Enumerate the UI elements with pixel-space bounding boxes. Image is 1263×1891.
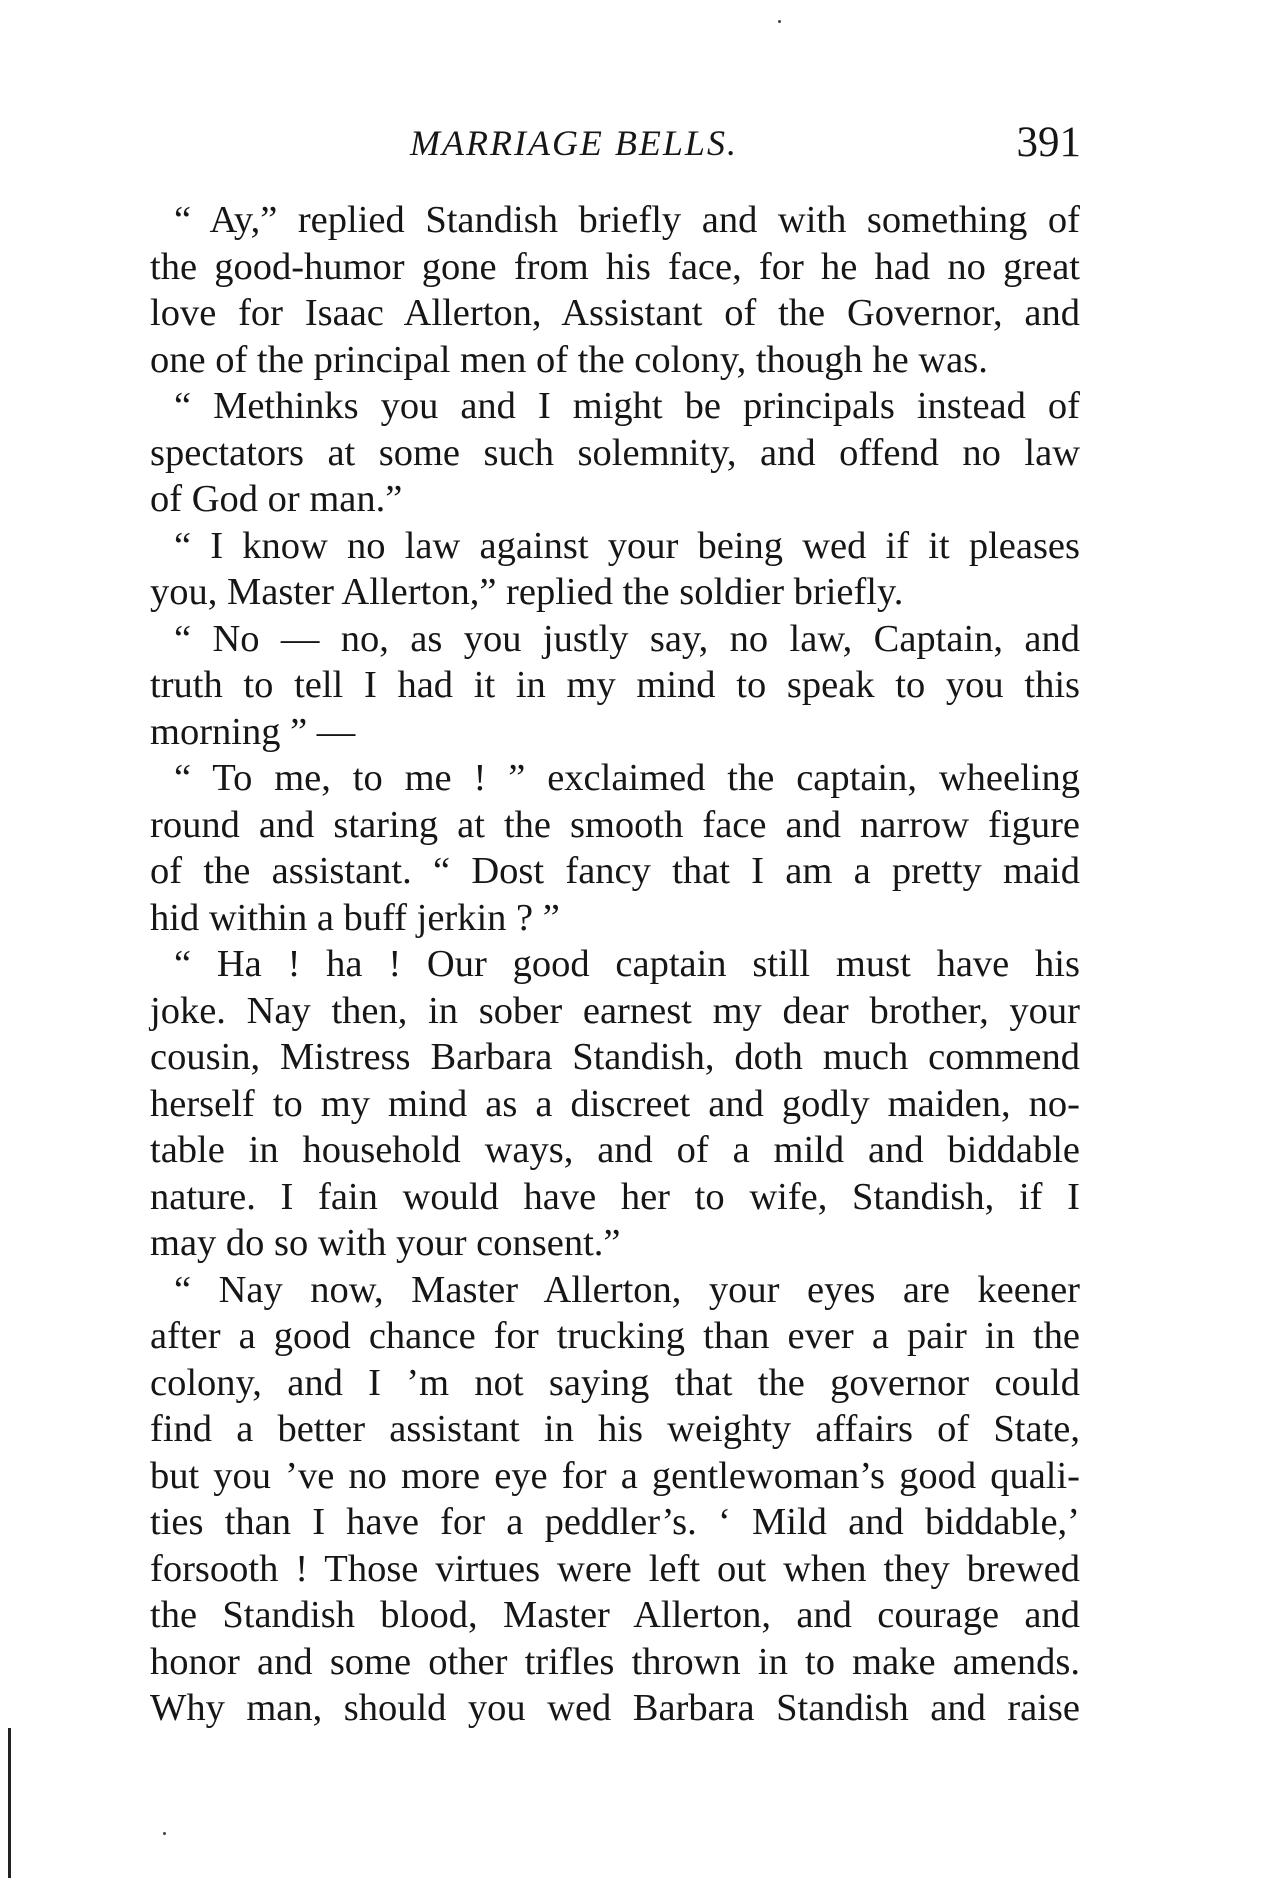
text-line: ties than I have for a peddler’s. ‘ Mild and biddable,’ bbox=[150, 1501, 1080, 1543]
text-line: nature. I fain would have her to wife, Standish, if I bbox=[150, 1175, 1080, 1218]
text-line: “ Ha ! ha ! Our good captain still must have his bbox=[174, 943, 1080, 985]
text-line: “ Ay,” replied Standish briefly and with something of bbox=[174, 199, 1080, 241]
paragraph bbox=[150, 616, 1080, 756]
text-line: joke. Nay then, in sober earnest my dear brother, your bbox=[150, 989, 1080, 1032]
text-line: Why man, should you wed Barbara Standish and raise bbox=[150, 1687, 1080, 1729]
paragraph bbox=[150, 383, 1080, 523]
text-line: table in household ways, and of a mild and biddable bbox=[150, 1129, 1080, 1171]
text-line: may do so with your consent.” bbox=[150, 1222, 621, 1264]
text-line: you, Master Allerton,” replied the soldier briefly. bbox=[150, 571, 904, 613]
paragraph bbox=[150, 197, 1080, 383]
text-line: morning ” — bbox=[150, 710, 356, 753]
running-title: MARRIAGE BELLS. bbox=[410, 123, 738, 163]
text-line: of the assistant. “ Dost fancy that I am a pretty maid bbox=[150, 850, 1080, 892]
text-line: round and staring at the smooth face and narrow figure bbox=[150, 803, 1080, 846]
text-line: “ Methinks you and I might be principals instead of bbox=[174, 385, 1080, 427]
scan-speck bbox=[778, 20, 781, 23]
text-line: forsooth ! Those virtues were left out when they brewed bbox=[150, 1547, 1080, 1590]
paragraph bbox=[150, 523, 1080, 616]
text-line: “ No — no, as you justly say, no law, Captain, and bbox=[174, 617, 1080, 660]
text-line: after a good chance for trucking than ever a pair in the bbox=[150, 1315, 1080, 1357]
text-line: “ I know no law against your being wed if it pleases bbox=[174, 524, 1080, 567]
text-line: find a better assistant in his weighty affairs of State, bbox=[150, 1408, 1080, 1450]
body-text bbox=[150, 197, 1080, 1732]
page-number: 391 bbox=[1016, 119, 1081, 166]
text-line: but you ’ve no more eye for a gentlewoman’s good quali- bbox=[150, 1454, 1080, 1497]
paragraph bbox=[150, 755, 1080, 941]
text-line: love for Isaac Allerton, Assistant of the Governor, and bbox=[150, 292, 1080, 334]
text-line: “ Nay now, Master Allerton, your eyes are keener bbox=[174, 1268, 1080, 1311]
text-line: “ To me, to me ! ” exclaimed the captain, wheeling bbox=[174, 757, 1080, 799]
text-line: the Standish blood, Master Allerton, and courage and bbox=[150, 1594, 1080, 1636]
text-line: herself to my mind as a discreet and godly maiden, no- bbox=[150, 1082, 1080, 1125]
paragraph bbox=[150, 1267, 1080, 1732]
scan-speck bbox=[163, 1832, 166, 1835]
page-header bbox=[0, 118, 1263, 178]
text-line: one of the principal men of the colony, though he was. bbox=[150, 338, 988, 381]
text-line: hid within a buff jerkin ? ” bbox=[150, 896, 560, 939]
text-line: honor and some other trifles thrown in to make amends. bbox=[150, 1640, 1080, 1683]
scan-edge-mark bbox=[8, 1728, 11, 1878]
paragraph bbox=[150, 941, 1080, 1267]
text-line: spectators at some such solemnity, and offend no law bbox=[150, 431, 1080, 474]
text-line: truth to tell I had it in my mind to speak to you this bbox=[150, 664, 1080, 706]
text-line: colony, and I ’m not saying that the governor could bbox=[150, 1361, 1080, 1404]
text-line: the good-humor gone from his face, for he had no great bbox=[150, 245, 1080, 288]
text-line: cousin, Mistress Barbara Standish, doth much commend bbox=[150, 1036, 1080, 1078]
text-line: of God or man.” bbox=[150, 478, 403, 520]
